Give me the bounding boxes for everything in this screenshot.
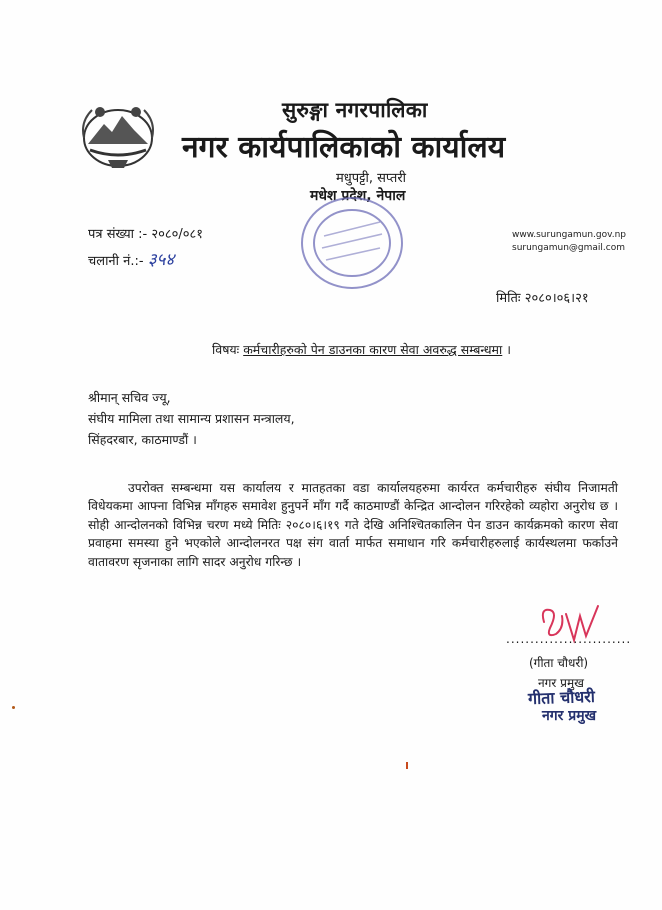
dispatch-number-label: चलानी नं.:- bbox=[88, 254, 144, 269]
addressee-line-1: श्रीमान् सचिव ज्यू, bbox=[88, 390, 171, 405]
nepal-emblem-icon bbox=[78, 98, 158, 170]
subject-end: । bbox=[506, 342, 512, 357]
office-name: नगर कार्यपालिकाको कार्यालय bbox=[182, 130, 506, 165]
body-paragraph: उपरोक्त सम्बन्धमा यस कार्यालय र मातहतका वडा कार्यालयहरुमा कार्यरत कर्मचारीहरु संघीय निजामती विधेयकमा आफ्ना विभिन्न माँगहरु समावेश हुनुपर्ने माँग गर्दै काठमाण्डौं केन्द्रित आन्दोलन गरिरहेको व्यहोरा अनुरोध छ । सोही आन्दोलनको विभिन्न चरण मध्ये मितिः २०८०।६।१९ गते देखि अनिश्चितकालिन पेन डाउन कार्यक्रमको कारण सेवा प्रवाहमा समस्या हुने भएकोले आन्दोलनरत पक्ष संग वार्ता मार्फत समाधान गरि कर्मचारीहरुलाई कार्यस्थलमा फर्काउने वातावरण सृजनाका लागि सादर अनुरोध गरिन्छ । bbox=[88, 481, 618, 569]
signature-dots: .......................... bbox=[506, 632, 632, 646]
letter-number bbox=[88, 224, 203, 242]
scan-speck bbox=[12, 706, 15, 709]
scan-speck bbox=[406, 762, 408, 769]
signatory-title: नगर प्रमुख bbox=[538, 676, 584, 690]
date-label: मितिः bbox=[496, 291, 521, 306]
letter-number-label: पत्र संख्या :- bbox=[88, 227, 148, 242]
date-value: २०८०।०६।२१ bbox=[524, 291, 589, 306]
addressee-line-3: सिंहदरबार, काठमाण्डौं । bbox=[88, 432, 197, 447]
dispatch-number-value: ३५४ bbox=[147, 250, 175, 270]
municipality-name: सुरुङ्गा नगरपालिका bbox=[282, 98, 428, 122]
email-link[interactable]: surungamun@gmail.com bbox=[512, 243, 625, 253]
subject-line bbox=[212, 341, 511, 358]
office-stamp-icon bbox=[296, 192, 408, 294]
letter-date bbox=[496, 288, 589, 306]
subject-text: कर्मचारीहरुको पेन डाउनका कारण सेवा अवरुद्ध सम्बन्धमा bbox=[243, 342, 503, 357]
name-stamp: गीता चौधरी bbox=[527, 686, 596, 709]
website-link[interactable]: www.surungamun.gov.np bbox=[512, 230, 627, 240]
title-stamp: नगर प्रमुख bbox=[542, 708, 597, 724]
signatory-name: (गीता चौधरी) bbox=[529, 656, 589, 670]
addressee-line-2: संघीय मामिला तथा सामान्य प्रशासन मन्त्रालय, bbox=[88, 411, 295, 426]
address-line-2: मधेश प्रदेश, नेपाल bbox=[310, 188, 406, 204]
letter-number-value: २०८०/०८१ bbox=[151, 227, 204, 242]
address-line-1: मधुपट्टी, सप्तरी bbox=[336, 171, 407, 186]
contact-block bbox=[512, 229, 626, 255]
dispatch-number bbox=[88, 247, 174, 270]
subject-label: विषयः bbox=[212, 342, 240, 357]
